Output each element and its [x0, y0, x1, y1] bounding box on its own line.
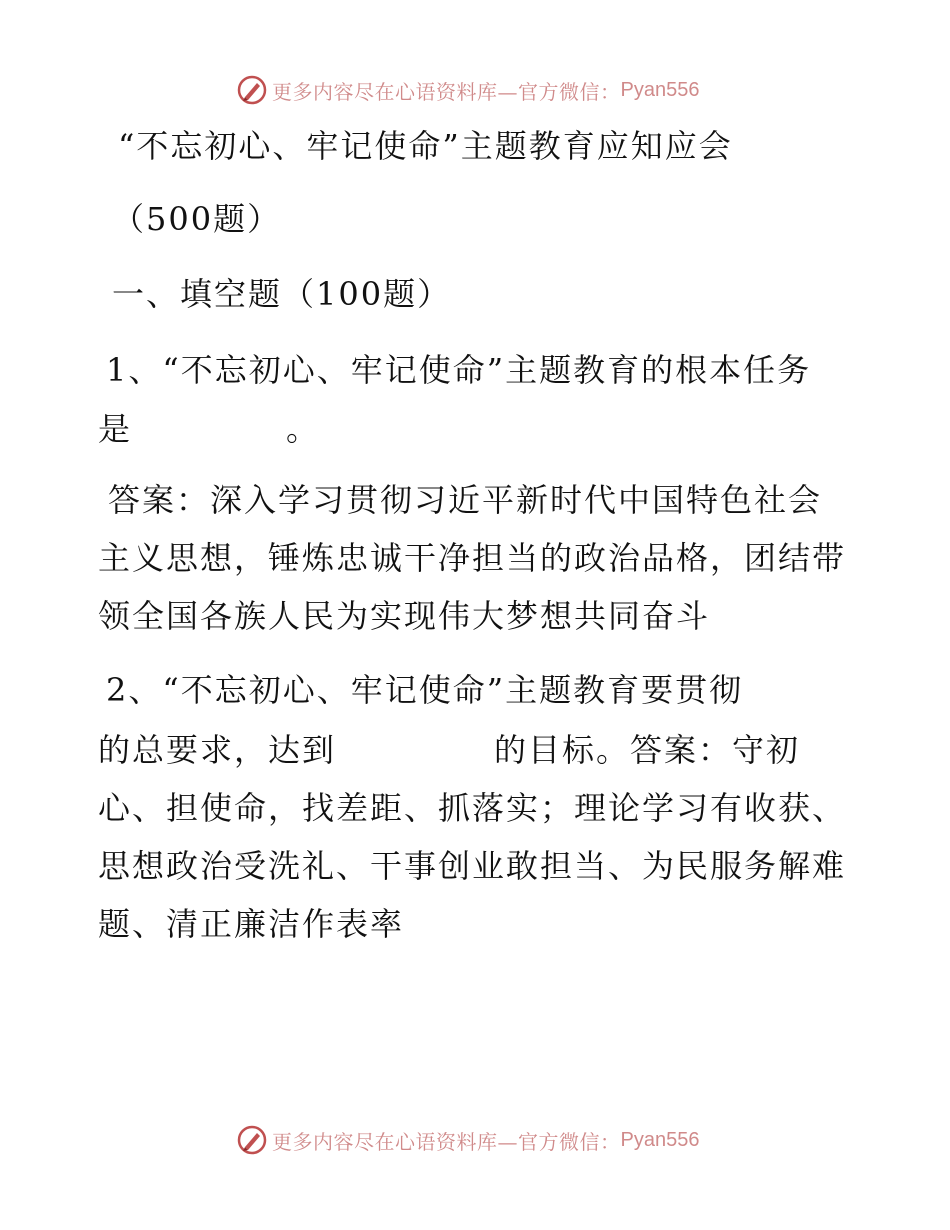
pen-logo-icon: [236, 74, 268, 106]
watermark-wechat-id: Pyan556: [620, 78, 700, 101]
question-2-text: 2、“不忘初心、牢记使命”主题教育要贯彻: [106, 671, 744, 709]
answer-2-line-3: 题、清正廉洁作表率: [98, 905, 405, 943]
question-1-prefix: 是: [98, 410, 133, 448]
answer-1-line-1: 答案：深入学习贯彻习近平新时代中国特色社会: [108, 481, 823, 519]
section-heading: 一、填空题（100题）: [112, 275, 452, 313]
watermark-wechat-id: Pyan556: [620, 1128, 700, 1151]
watermark-header: [236, 72, 699, 108]
question-2-suffix: 的目标。答案：守初: [494, 731, 801, 769]
document-subtitle: （500题）: [112, 200, 282, 238]
answer-1-line-3: 领全国各族人民为实现伟大梦想共同奋斗: [98, 597, 711, 635]
watermark-text: 更多内容尽在心语资料库—官方微信：: [272, 1129, 621, 1154]
watermark-text: 更多内容尽在心语资料库—官方微信：: [272, 79, 621, 104]
watermark-footer: [236, 1122, 699, 1158]
question-2-blank-line: [98, 730, 800, 770]
answer-2-line-1: 心、担使命，找差距、抓落实；理论学习有收获、: [98, 789, 847, 827]
answer-1-line-2: 主义思想，锤炼忠诚干净担当的政治品格，团结带: [98, 539, 847, 577]
question-1-text: 1、“不忘初心、牢记使命”主题教育的根本任务: [106, 351, 812, 389]
answer-2-line-2: 思想政治受洗礼、干事创业敢担当、为民服务解难: [98, 847, 847, 885]
question-1-blank-line: [98, 409, 320, 449]
question-1-suffix: 。: [286, 410, 321, 448]
document-title: “不忘初心、牢记使命”主题教育应知应会: [118, 127, 733, 165]
question-2-prefix: 的总要求，达到: [98, 731, 337, 769]
pen-logo-icon: [236, 1124, 268, 1156]
